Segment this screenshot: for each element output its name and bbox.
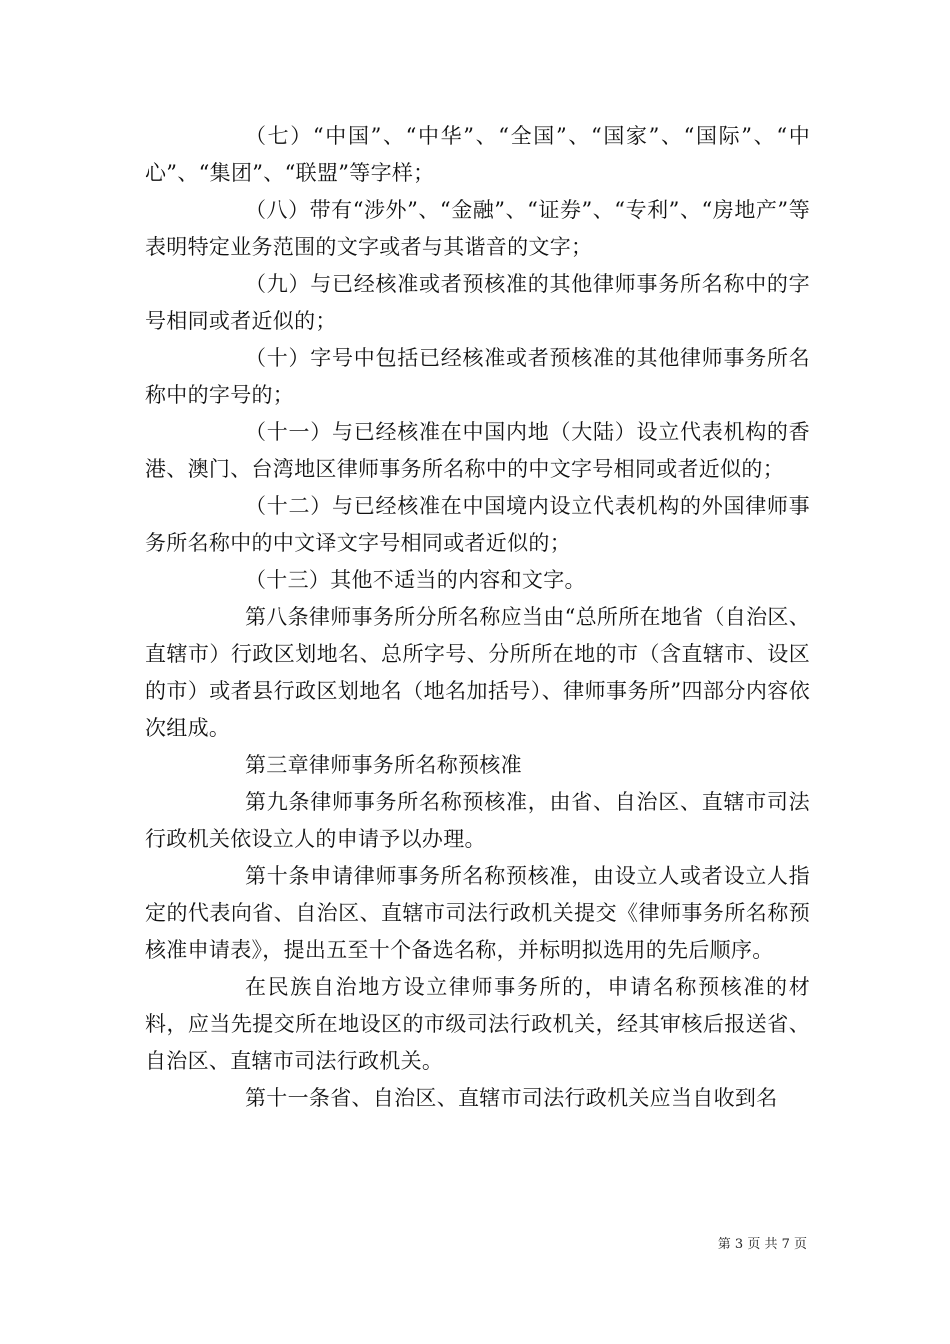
paragraph-item-10: （十）字号中包括已经核准或者预核准的其他律师事务所名称中的字号的； (145, 346, 810, 407)
paragraph-item-11: （十一）与已经核准在中国内地（大陆）设立代表机构的香港、澳门、台湾地区律师事务所名称中的中文字号相同或者近似的； (145, 420, 810, 481)
paragraph-item-9: （九）与已经核准或者预核准的其他律师事务所名称中的字号相同或者近似的； (145, 272, 810, 333)
article-8: 第八条律师事务所分所名称应当由“总所所在地省（自治区、直辖市）行政区划地名、总所字号、分所所在地的市（含直辖市、设区的市）或者县行政区划地名（地名加括号）、律师事务所”四部分内容依次组成。 (145, 605, 810, 740)
article-10: 第十条申请律师事务所名称预核准，由设立人或者设立人指定的代表向省、自治区、直辖市司法行政机关提交《律师事务所名称预核准申请表》，提出五至十个备选名称，并标明拟选用的先后顺序。 (145, 864, 810, 962)
paragraph-item-12: （十二）与已经核准在中国境内设立代表机构的外国律师事务所名称中的中文译文字号相同或者近似的； (145, 494, 810, 555)
article-10-supplement: 在民族自治地方设立律师事务所的，申请名称预核准的材料，应当先提交所在地设区的市级司法行政机关，经其审核后报送省、自治区、直辖市司法行政机关。 (145, 975, 810, 1073)
article-9: 第九条律师事务所名称预核准，由省、自治区、直辖市司法行政机关依设立人的申请予以办理。 (145, 790, 810, 851)
paragraph-item-13: （十三）其他不适当的内容和文字。 (245, 568, 586, 592)
article-11: 第十一条省、自治区、直辖市司法行政机关应当自收到名 (245, 1086, 778, 1110)
paragraph-item-7: （七）“中国”、“中华”、“全国”、“国家”、“国际”、“中心”、“集团”、“联盟”等字样； (145, 124, 810, 185)
document-body (145, 118, 810, 1117)
paragraph-item-8: （八）带有“涉外”、“金融”、“证券”、“专利”、“房地产”等表明特定业务范围的文字或者与其谐音的文字； (145, 198, 810, 259)
page-number-footer: 第 3 页 共 7 页 (717, 1237, 807, 1252)
chapter-3-heading: 第三章律师事务所名称预核准 (245, 753, 522, 777)
